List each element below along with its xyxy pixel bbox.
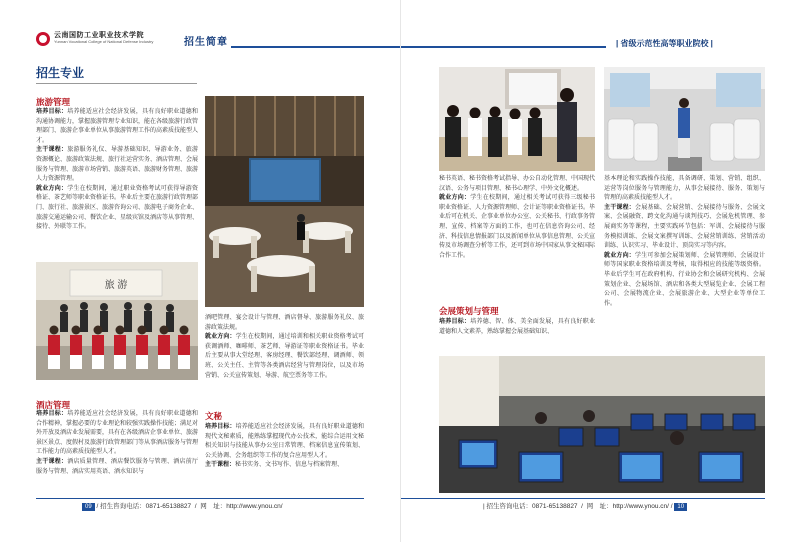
footer-divider xyxy=(36,498,364,499)
college-tagline: | 省级示范性高等职业院校 | xyxy=(616,39,713,48)
computer-lab-photo xyxy=(439,356,765,493)
phone-label: 招生咨询电话： xyxy=(100,503,146,510)
secretary-courses-continued: 秘书英语、秘书资格考试指导、办公自动化管理、中国现代汉语、公务与项目管理、秘书心理学、中外文化概述。 xyxy=(439,176,596,192)
website-label: 网 址： xyxy=(200,503,227,510)
tourism-jobs: 学生在校期间，通过职业资格考试可获得导游资格证、茶艺师等职业资格证书。毕业后主要在旅游行政管理部门、旅行社、旅游景区、旅游咨询公司、旅游电子商务企业、旅游交通运输公司、餐饮企业、星级宾馆及酒店等从事管理、接待、外联等工作。 xyxy=(36,185,199,231)
course-label: 主干课程： xyxy=(205,462,236,469)
secretary-jobs: 学生在校期间，通过相关考试可获得三级秘书职业资格证、人力资源管理师、会计证等职业资格证书。毕业后可在机关、企事业单位办公室、公关秘书、行政事务管理、宣传、档案等方面的工作，也可在信息咨询公司、经济、科技信息情报部门以及新闻单位从事信息管理、公关宣传及市场调查分析等工作，还可到市场中国家从事文秘国际合作工作。 xyxy=(439,195,596,259)
job-label: 就业方向： xyxy=(604,252,635,259)
section-title: 招生专业 xyxy=(36,66,85,80)
secretary-courses: 秘书实务、文书写作、信息与档案管理、 xyxy=(235,462,344,469)
exhibition-courses: 会展基础、会展营销、会展接待与服务、会展文案、会展融资、跨文化沟通与谈判技巧、会展危机管理、参展商实务等课程，主要实践环节包括：军训、会展接待与服务模拟训练、会展文案撰写训练、会展营销训练、营销活动训练、认识实习、毕业设计、顶岗实习等内容。 xyxy=(604,204,765,250)
exhibition-goal-continued: 基本理论和实践操作技能，具备调研、策划、营销、组织、运营等岗位服务与管理能力，从事会展接待、服务、策划与管理的高素质技能型人才。 xyxy=(604,176,765,202)
banner-text: 旅 游 xyxy=(104,280,128,291)
hotel-courses-continued: 酒吧管理、宴会设计与管理、酒店督导、旅游服务礼仪、旅游政策法规。 xyxy=(205,315,364,331)
hotel-text-continued xyxy=(205,314,364,381)
website-link[interactable]: http://www.ynou.cn/ xyxy=(612,503,669,510)
tourism-goal: 培养能适应社会经济发展，具有良好职业道德和沟通协调能力，掌握旅游管理专业知识，能在各级旅游行政管理部门、旅游企事业单位从事旅游管理工作的高素质技能型人才。 xyxy=(36,109,199,144)
tourism-group-photo xyxy=(36,262,198,380)
header-divider xyxy=(231,46,400,48)
secretary-heading: 文秘 xyxy=(205,411,223,421)
school-name: 云南国防工业职业技术学院 xyxy=(54,32,144,39)
phone-number: 0871-65138827 xyxy=(145,503,192,510)
phone-label: 招生咨询电话： xyxy=(486,503,532,510)
section-divider xyxy=(36,83,197,84)
goal-label: 培养目标： xyxy=(439,319,471,325)
brochure-title: 招生简章 xyxy=(184,37,228,48)
goal-label: 培养目标： xyxy=(36,411,68,417)
phone-number: 0871-65138827 xyxy=(532,503,578,510)
exhibition-text-continued xyxy=(604,175,765,309)
classroom-training-photo xyxy=(439,67,595,171)
school-name-english: Yunnan Vocational College of National Defense Industry xyxy=(54,39,154,44)
course-label: 主干课程： xyxy=(36,458,68,465)
hotel-courses: 酒店质量管理、酒店餐饮服务与管理、酒店前厅服务与管理、酒店实用英语、酒水知识与 xyxy=(36,458,198,475)
hotel-jobs: 学生在校期间，通过培训和相关职业资格考试可获调酒师、咖啡师、茶艺师、导游证等职业资格证书。毕业后主要从事大堂经理、客房经理、餐饮部经理、调酒师、领班、公关主任、主管等各类酒店经营与管理岗位，以及市场营销、公关宣传策划、导游、航空票务等工作。 xyxy=(205,334,364,379)
secretary-text-continued xyxy=(439,175,595,261)
page-footer-right: | 招生咨询电话：0871-65138827 / 网 址：http://www.ynou.cn/ / 10 xyxy=(483,501,687,513)
goal-label: 培养目标： xyxy=(36,109,68,115)
hotel-goal: 培养能适应社会经济发展，具有良好职业道德和合作精神，掌握必要的专业理论和较强实践操作技能；满足对外开放及酒店业发展需要，具有在各级酒店企事业单位、旅游景区景点、度假村及旅游行政管理部门等从事酒店服务与管理工作能力的高素质技能型人才。 xyxy=(36,411,199,456)
job-label: 就业方向： xyxy=(36,185,68,192)
secretary-goal: 培养能适应社会经济发展，具有良好职业道德和现代文秘素质，能熟练掌握现代办公技术，能综合运用文秘相关知识与技能从事办公室日常管理、档案信息宣传策划、公关协调、会务组织等工作的复合应用型人才。 xyxy=(205,424,364,459)
hotel-text xyxy=(36,410,198,477)
page-number: 09 xyxy=(82,503,95,511)
school-logo-icon xyxy=(36,32,50,46)
job-label: 就业方向： xyxy=(439,195,471,202)
hotel-heading: 酒店管理 xyxy=(36,400,71,410)
page-header xyxy=(36,30,400,52)
page-header xyxy=(401,30,765,52)
page-number: 10 xyxy=(674,503,687,511)
exhibition-goal: 培养德、智、体、美全面发展，具有良好职业道德和人文素养，熟练掌握会展基础知识、 xyxy=(439,319,595,335)
page-footer-left: 09 / 招生咨询电话：0871-65138827 / 网 址：http://www.ynou.cn/ xyxy=(82,501,283,513)
exhibition-text xyxy=(439,318,595,337)
secretary-text xyxy=(205,423,364,471)
right-page xyxy=(400,0,800,542)
exhibition-jobs: 学生可参加会展策划师、会展管理师、会展设计师等国家职业资格培训及考核，取得相应的技能等级资格。毕业后学生可在政府机构、行业协会和会展研究机构、会展策划企业、会展场馆、酒店和各类大型展览企业、会展工程公司、会展物流企业、会展旅游企业、大型企业等单位工作。 xyxy=(604,252,765,307)
course-label: 主干课程： xyxy=(604,204,635,211)
bus-tour-photo xyxy=(604,67,765,171)
tourism-text xyxy=(36,108,198,233)
website-label: 网 址： xyxy=(586,503,613,510)
course-label: 主干课程： xyxy=(36,147,68,154)
header-divider xyxy=(401,46,606,48)
website-link[interactable]: http://www.ynou.cn/ xyxy=(226,503,283,510)
tourism-courses: 旅游服务礼仪、导游基础知识、导游业务、旅游资源概论、旅游政策法规、旅行社运营实务、酒店管理、会展服务与管理、旅游市场营销、旅游英语、旅游财务管理、旅游人力资源管理。 xyxy=(36,147,199,183)
goal-label: 培养目标： xyxy=(205,424,236,430)
banquet-hall-photo xyxy=(205,96,364,307)
exhibition-heading: 会展策划与管理 xyxy=(439,306,499,316)
tourism-heading: 旅游管理 xyxy=(36,97,71,107)
footer-divider xyxy=(401,498,765,499)
job-label: 就业方向： xyxy=(205,334,236,341)
